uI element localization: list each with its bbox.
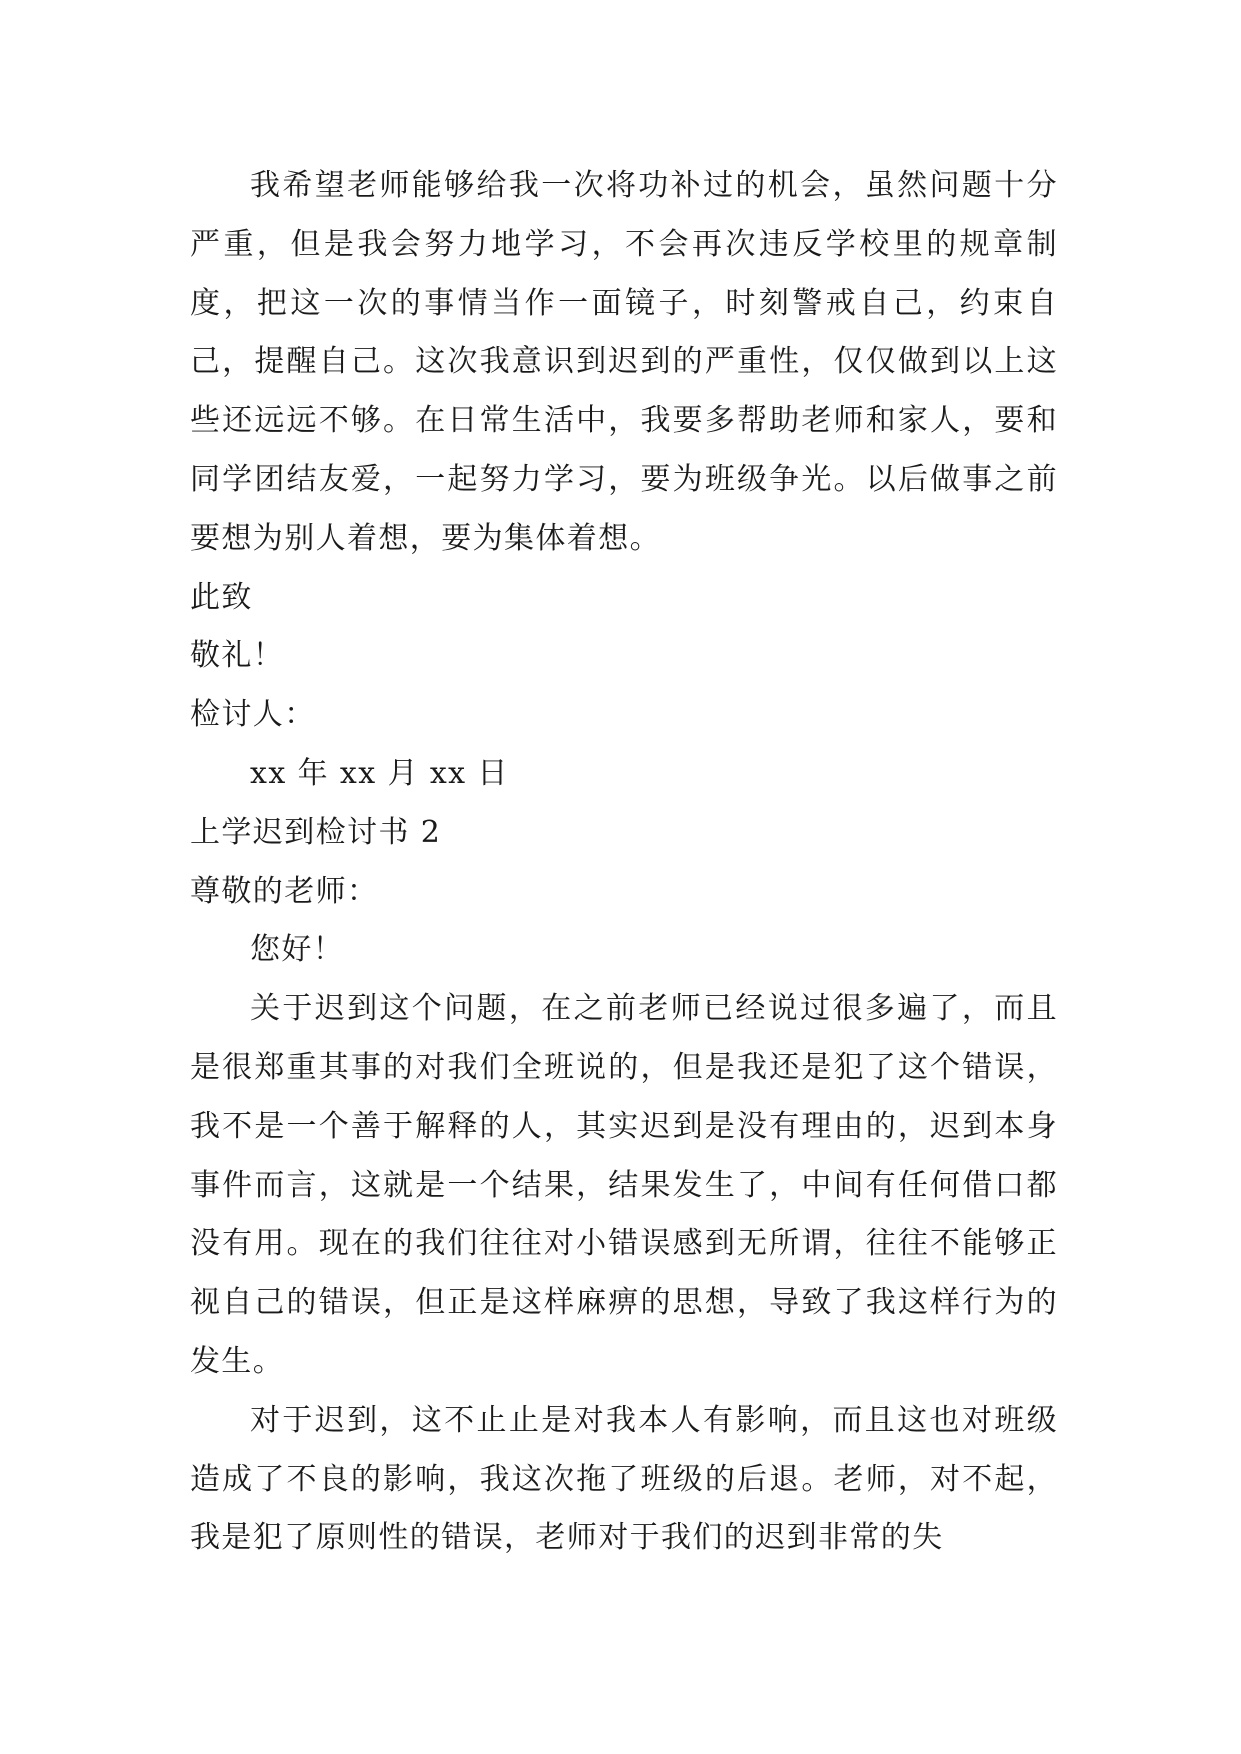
paragraph-impact-on-class: 对于迟到，这不止止是对我本人有影响，而且这也对班级造成了不良的影响，我这次拖了班级的后退。老师，对不起，我是犯了原则性的错误，老师对于我们的迟到非常的失 [190, 1402, 1058, 1556]
paragraph-apology-promise: 我希望老师能够给我一次将功补过的机会，虽然问题十分严重，但是我会努力地学习，不会再次违反学校里的规章制度，把这一次的事情当作一面镜子，时刻警戒自己，约束自己，提醒自己。这次我意识到迟到的严重性，仅仅做到以上这些还远远不够。在日常生活中，我要多帮助老师和家人，要和同学团结友爱，一起努力学习，要为班级争光。以后做事之前要想为别人着想，要为集体着想。 [190, 168, 1058, 556]
closing-line-2: 敬礼！ [190, 638, 285, 674]
salutation: 尊敬的老师： [190, 873, 379, 909]
signer-label: 检讨人： [190, 697, 316, 733]
greeting: 您好！ [250, 932, 345, 968]
paragraph-about-lateness: 关于迟到这个问题，在之前老师已经说过很多遍了，而且是很郑重其事的对我们全班说的，但是我还是犯了这个错误，我不是一个善于解释的人，其实迟到是没有理由的，迟到本身事件而言，这就是一个结果，结果发生了，中间有任何借口都没有用。现在的我们往往对小错误感到无所谓，往往不能够正视自己的错误，但正是这样麻痹的思想，导致了我这样行为的发生。 [190, 991, 1058, 1379]
document-body [190, 157, 1058, 1568]
closing-line-1: 此致 [190, 579, 253, 615]
date-line: xx 年 xx 月 xx 日 [250, 755, 509, 791]
section-title: 上学迟到检讨书 2 [190, 814, 442, 850]
